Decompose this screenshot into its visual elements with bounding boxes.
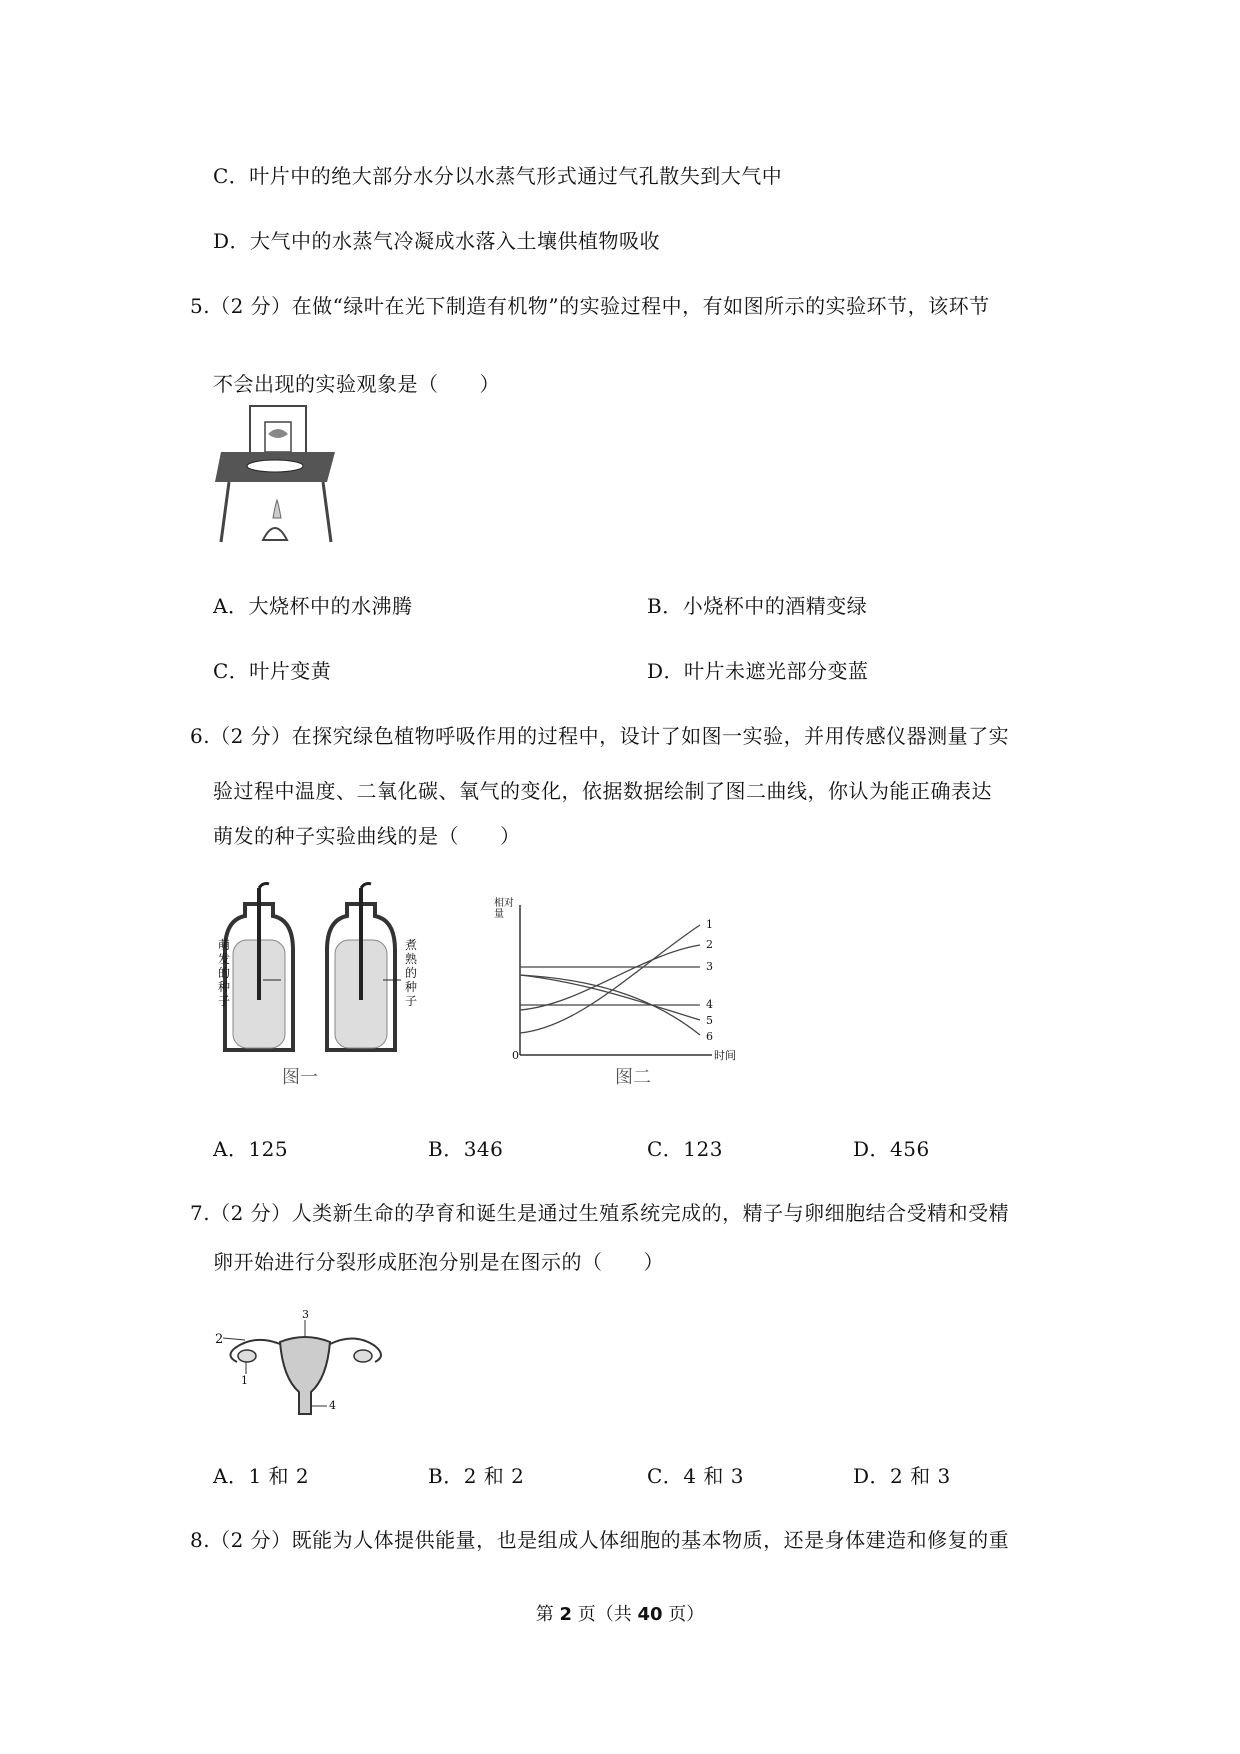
figure-one-label-right: 煮熟的种子	[405, 938, 418, 1008]
curve-5	[520, 975, 700, 1020]
footer-page-number: 2	[559, 1604, 572, 1625]
curve-label-1: 1	[706, 918, 713, 931]
figure-one-bottles	[215, 880, 435, 1090]
q7-option-d: D．2 和 3	[853, 1464, 951, 1488]
figure-two-origin: 0	[512, 1049, 519, 1062]
q5-stem-line2: 不会出现的实验观象是（ ）	[213, 372, 500, 396]
q6-stem-line2: 验过程中温度、二氧化碳、氧气的变化，依据数据绘制了图二曲线，你认为能正确表达	[213, 779, 992, 803]
curve-label-2: 2	[706, 938, 713, 951]
figure-label-3: 3	[302, 1308, 309, 1321]
curve-label-5: 5	[706, 1014, 713, 1027]
water-bath-apparatus-figure	[215, 400, 345, 550]
q6-option-d: D．456	[853, 1137, 930, 1161]
figure-label-4: 4	[329, 1399, 336, 1412]
q8-stem-line1: 8.（2 分）既能为人体提供能量，也是组成人体细胞的基本物质，还是身体建造和修复的重	[190, 1528, 1010, 1552]
figure-two-caption: 图二	[615, 1067, 651, 1088]
q6-option-a: A．125	[213, 1137, 289, 1161]
q6-option-c: C．123	[647, 1137, 723, 1161]
curve-label-6: 6	[706, 1030, 713, 1043]
curve-label-4: 4	[706, 998, 713, 1011]
figure-label-2: 2	[215, 1332, 224, 1347]
q7-option-b: B．2 和 2	[428, 1464, 525, 1488]
q4-option-d: D．大气中的水蒸气冷凝成水落入土壤供植物吸收	[213, 229, 661, 253]
figure-two-xlabel: 时间	[714, 1049, 736, 1062]
q5-option-b: B．小烧杯中的酒精变绿	[647, 594, 868, 618]
footer-post: 页）	[662, 1604, 705, 1625]
footer-mid: 页（共	[572, 1604, 638, 1625]
q6-stem-line1: 6.（2 分）在探究绿色植物呼吸作用的过程中，设计了如图一实验，并用传感仪器测量了实	[190, 724, 1010, 748]
q7-option-a: A．1 和 2	[213, 1464, 310, 1488]
q5-option-a: A．大烧杯中的水沸腾	[213, 594, 413, 618]
figure-one-caption: 图一	[282, 1067, 318, 1088]
q7-stem-line2: 卵开始进行分裂形成胚泡分别是在图示的（ ）	[213, 1250, 664, 1274]
q5-stem-line1: 5.（2 分）在做“绿叶在光下制造有机物”的实验过程中，有如图所示的实验环节，该环节	[190, 294, 990, 318]
footer-pre: 第	[535, 1604, 560, 1625]
q7-stem-line1: 7.（2 分）人类新生命的孕育和诞生是通过生殖系统完成的，精子与卵细胞结合受精和受精	[190, 1201, 1010, 1225]
q5-option-c: C．叶片变黄	[213, 659, 332, 683]
q4-option-c: C．叶片中的绝大部分水分以水蒸气形式通过气孔散失到大气中	[213, 164, 783, 188]
curve-label-3: 3	[706, 960, 713, 973]
q6-option-b: B．346	[428, 1137, 504, 1161]
q7-option-c: C．4 和 3	[647, 1464, 744, 1488]
figure-one-label-left: 萌发的种子	[218, 938, 231, 1008]
female-reproductive-system-figure	[215, 1310, 395, 1420]
figure-label-1: 1	[241, 1374, 248, 1387]
page-footer	[0, 1600, 1240, 1626]
figure-two-ylabel: 相对量	[494, 898, 514, 920]
q6-stem-line3: 萌发的种子实验曲线的是（ ）	[213, 824, 521, 848]
q5-option-d: D．叶片未遮光部分变蓝	[647, 659, 869, 683]
footer-total-pages: 40	[637, 1604, 663, 1625]
